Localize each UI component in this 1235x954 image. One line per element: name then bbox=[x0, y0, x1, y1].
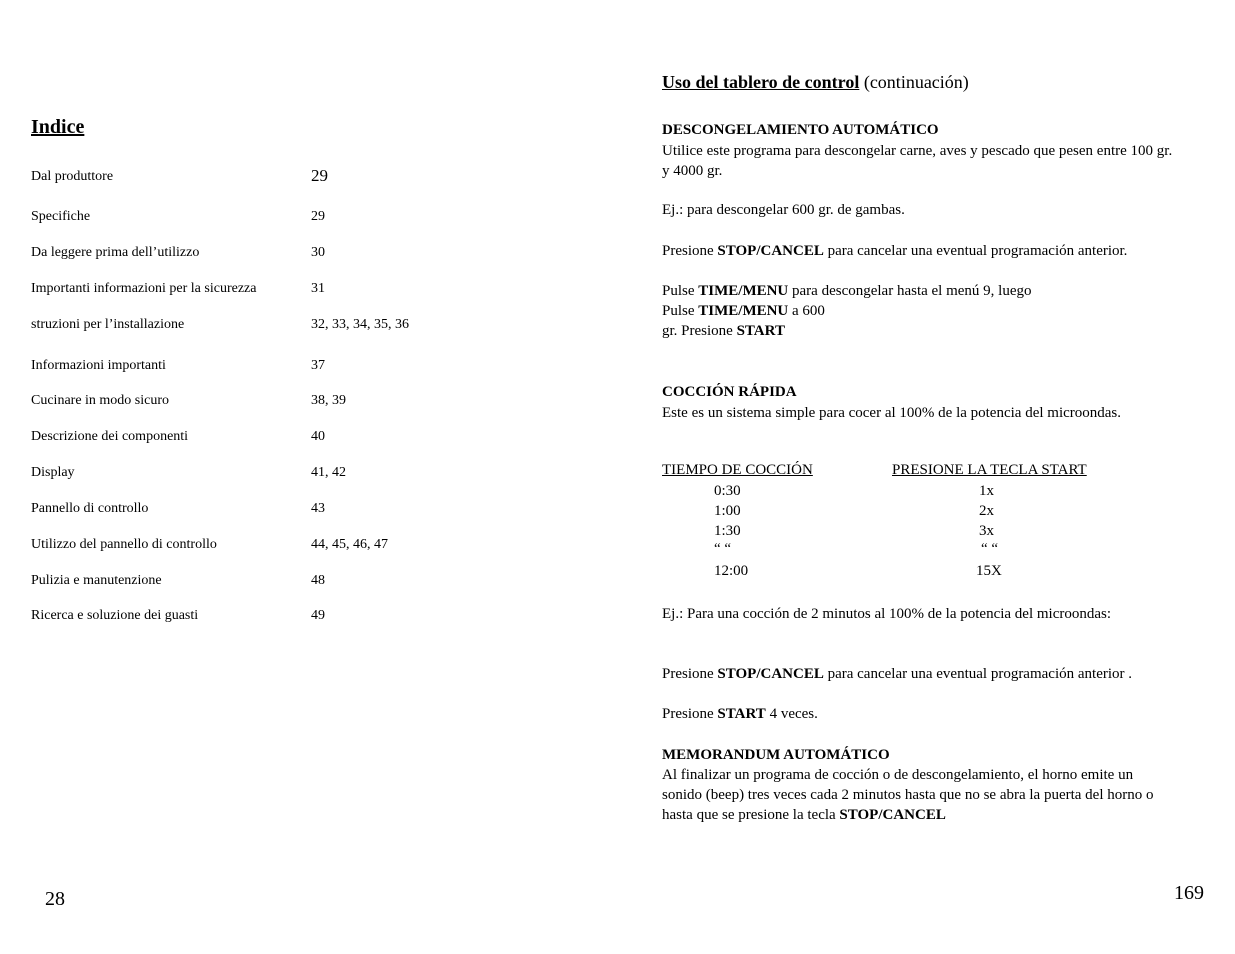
index-title: Indice bbox=[31, 116, 85, 138]
index-entry-label: struzioni per l’installazione bbox=[31, 317, 185, 332]
defrost-step-1 bbox=[662, 241, 1182, 261]
index-entry-label: Cucinare in modo sicuro bbox=[31, 393, 170, 408]
text-span: a 600 bbox=[788, 303, 825, 319]
table-cell-press: 3x bbox=[979, 523, 994, 539]
memo-text bbox=[662, 765, 1167, 825]
text-span: Presione bbox=[662, 666, 718, 682]
page-number-left: 28 bbox=[45, 888, 65, 910]
index-entry-label: Ricerca e soluzione dei guasti bbox=[31, 608, 199, 623]
table-cell-press: 15X bbox=[976, 563, 1002, 579]
index-entry-label: Informazioni importanti bbox=[31, 358, 166, 373]
defrost-title: DESCONGELAMIENTO AUTOMÁTICO bbox=[662, 122, 939, 138]
table-cell-press: “ “ bbox=[981, 541, 999, 557]
text-span: Al finalizar un programa de cocción o de descongelamiento, el horno emite un sonido (beep) tres veces cada 2 minutos hasta que no se abra la puerta del horno o hasta que se presione la tecla bbox=[662, 767, 1154, 823]
key-name: TIME/MENU bbox=[698, 303, 789, 319]
table-cell-press: 1x bbox=[979, 483, 994, 499]
table-cell-time: 0:30 bbox=[714, 483, 741, 499]
index-entry-label: Importanti informazioni per la sicurezza bbox=[31, 281, 257, 296]
text-span: 4 veces. bbox=[765, 706, 818, 722]
index-entry-label: Descrizione dei componenti bbox=[31, 429, 189, 444]
quick-cook-step-2 bbox=[662, 704, 1182, 724]
index-entry-page: 31 bbox=[311, 281, 325, 296]
index-entry-label: Utilizzo del pannello di controllo bbox=[31, 537, 217, 552]
key-name: STOP/CANCEL bbox=[717, 243, 824, 259]
index-entry-label: Pannello di controllo bbox=[31, 501, 149, 516]
index-entry-page: 44, 45, 46, 47 bbox=[311, 537, 388, 552]
defrost-step-4 bbox=[662, 321, 1182, 341]
index-entry-label: Display bbox=[31, 465, 75, 480]
index-entry-page: 48 bbox=[311, 573, 325, 588]
section-header-suffix: (continuación) bbox=[859, 72, 969, 92]
table-cell-time: 1:30 bbox=[714, 523, 741, 539]
index-entry-page: 29 bbox=[311, 209, 325, 224]
index-entry-page: 32, 33, 34, 35, 36 bbox=[311, 317, 409, 332]
quick-cook-step-1 bbox=[662, 664, 1182, 684]
index-entry-page: 38, 39 bbox=[311, 393, 346, 408]
index-entry-label: Pulizia e manutenzione bbox=[31, 573, 162, 588]
table-cell-time: 12:00 bbox=[714, 563, 749, 579]
defrost-step-2 bbox=[662, 281, 1182, 301]
index-entry-page: 41, 42 bbox=[311, 465, 346, 480]
index-entry-page: 49 bbox=[311, 608, 325, 623]
index-entry-page: 30 bbox=[311, 245, 325, 260]
text-span: Pulse bbox=[662, 283, 699, 299]
defrost-step-3 bbox=[662, 301, 1182, 321]
index-entry-page: 40 bbox=[311, 429, 325, 444]
table-cell-press: 2x bbox=[979, 503, 994, 519]
text-span: para descongelar hasta el menú 9, luego bbox=[788, 283, 1032, 299]
text-span: gr. Presione bbox=[662, 323, 737, 339]
key-name: STOP/CANCEL bbox=[839, 807, 946, 823]
text-span: para cancelar una eventual programación anterior . bbox=[823, 666, 1133, 682]
memo-title: MEMORANDUM AUTOMÁTICO bbox=[662, 747, 890, 763]
text-span: para cancelar una eventual programación anterior. bbox=[823, 243, 1128, 259]
defrost-intro: Utilice este programa para descongelar carne, aves y pescado que pesen entre 100 gr. y 4000 gr. bbox=[662, 143, 1173, 179]
index-entry-page: 37 bbox=[311, 358, 325, 373]
text-span: Presione bbox=[662, 706, 718, 722]
key-name: STOP/CANCEL bbox=[717, 666, 824, 682]
section-header-main: Uso del tablero de control bbox=[662, 72, 860, 92]
text-span: Presione bbox=[662, 243, 718, 259]
key-name: START bbox=[736, 323, 785, 339]
table-cell-time: “ “ bbox=[714, 541, 732, 557]
section-header bbox=[662, 72, 969, 93]
text-span: Pulse bbox=[662, 303, 699, 319]
table-cell-time: 1:00 bbox=[714, 503, 741, 519]
index-entry-label: Da leggere prima dell’utilizzo bbox=[31, 245, 200, 260]
index-entry-page: 29 bbox=[311, 166, 328, 185]
index-entry-label: Specifiche bbox=[31, 209, 91, 224]
page-number-right: 169 bbox=[1174, 882, 1204, 904]
key-name: TIME/MENU bbox=[698, 283, 789, 299]
defrost-example: Ej.: para descongelar 600 gr. de gambas. bbox=[662, 202, 905, 218]
quick-cook-intro: Este es un sistema simple para cocer al 100% de la potencia del microondas. bbox=[662, 405, 1122, 421]
index-entry-page: 43 bbox=[311, 501, 325, 516]
key-name: START bbox=[717, 706, 766, 722]
quick-cook-example: Ej.: Para una cocción de 2 minutos al 100% de la potencia del microondas: bbox=[662, 606, 1112, 622]
table-header-press: PRESIONE LA TECLA START bbox=[892, 462, 1087, 478]
quick-cook-title: COCCIÓN RÁPIDA bbox=[662, 384, 797, 400]
table-header-time: TIEMPO DE COCCIÓN bbox=[662, 462, 813, 478]
index-entry-label: Dal produttore bbox=[31, 169, 114, 184]
